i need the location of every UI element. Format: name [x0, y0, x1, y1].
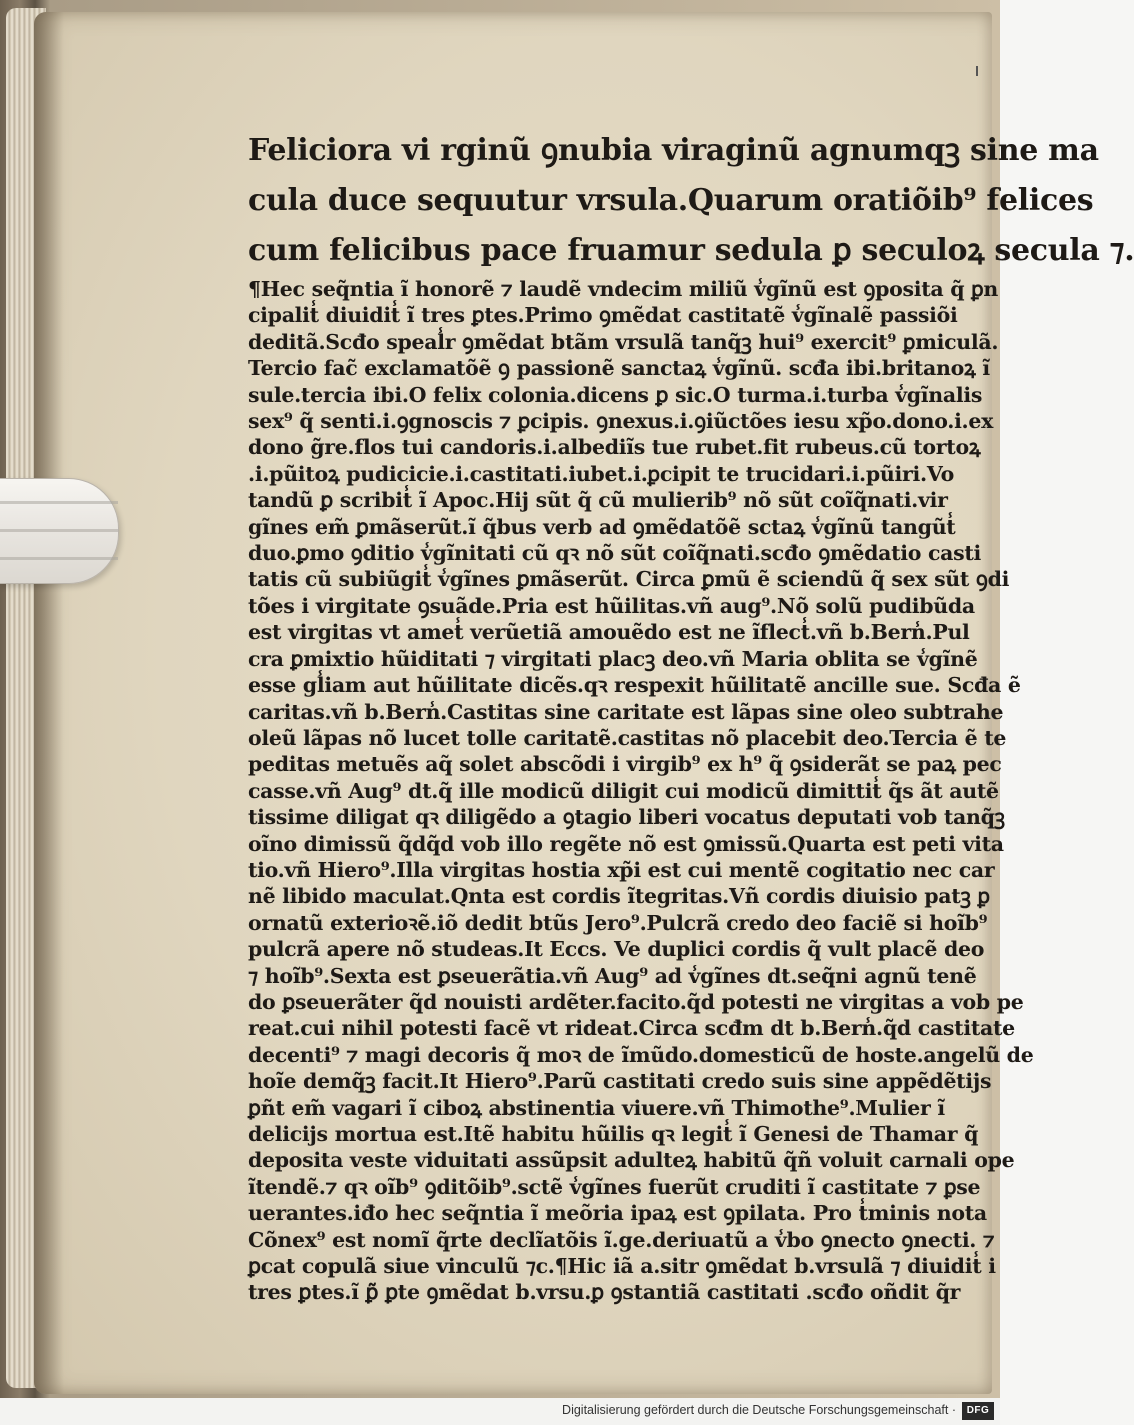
page-gutter-shadow	[34, 12, 64, 1394]
text-line: deditã.Scđo speal̾r ꝯmẽdat btãm vrsulã tanq̃ꝫ hui⁹ exercit⁹ ꝑmiculã.	[248, 329, 999, 354]
text-line: hoĩe demq̃ꝫ facit.It Hiero⁹.Parũ castitati credo suis sine appẽdẽtijs	[248, 1069, 992, 1094]
header-line: Feliciora vi rginũ ꝯnubia viraginũ agnumqꝫ sine ma	[248, 133, 1099, 168]
bookmark-tab	[0, 478, 119, 584]
text-line: ¶Hec seq̃ntia ĩ honorẽ ⁊ laudẽ vndecim miliũ v̾gĩnũ est ꝯposita q̃ ꝑn	[248, 277, 998, 301]
commentary-body	[248, 276, 1034, 1306]
tab-band	[0, 557, 118, 560]
text-line: Tercio fac̃ exclamatõẽ ꝯ passionẽ sanctaꝝ v̾gĩnũ. scđa ibi.britanoꝝ ĩ	[248, 356, 990, 381]
text-line: do ꝑseuerãter q̃d nouisti ardẽter.facito.q̃d potesti ne virgitas a vob pe	[248, 989, 1024, 1014]
page-mark	[976, 66, 978, 76]
tab-band	[0, 529, 118, 532]
header-line: cum felicibus pace fruamur sedula ꝑ seculoꝝ secula ⁊.	[248, 233, 1134, 268]
text-line: tatis cũ subiũgit̾ v̾gĩnes ꝑmãserũt. Circa ꝑmũ ẽ sciendũ q̃ sex sũt ꝯdi	[248, 567, 1010, 592]
text-line: tres ꝑtes.ĩ ꝑ̃ ꝑte ꝯmẽdat b.vrsu.ꝑ ꝯstantiã castitati .scđo oñdit q̃r	[248, 1280, 961, 1305]
text-line: .i.pũitoꝝ pudicicie.i.castitati.iubet.i.ꝑcipit te trucidari.i.pũiri.Vo	[248, 461, 954, 486]
text-line: tões i virgitate ꝯsuãde.Pria est hũilitas.vñ aug⁹.Nõ solũ pudibũda	[248, 593, 975, 618]
text-line: Cõnex⁹ est nomĩ q̃rte declĩatõis ĩ.ge.deriuatũ a v̾bo ꝯnecto ꝯnecti. ⁊	[248, 1227, 995, 1252]
text-line: oleũ lãpas nõ lucet tolle caritatẽ.castitas nõ placebit deo.Tercia ẽ te	[248, 725, 1007, 750]
text-line: nẽ libido maculat.Qnta est cordis ĩtegritas.Vñ cordis diuisio patꝫ ꝑ	[248, 884, 990, 909]
page-text	[248, 126, 1134, 1306]
footer-bar	[0, 1398, 1000, 1425]
text-line: ꝑcat copulã siue vinculũ ⁊c.¶Hic iã a.sitr ꝯmẽdat b.vrsulã ⁊ diuidit̾ i	[248, 1254, 996, 1279]
text-line: deposita veste viduitati assũpsit adulteꝝ habitũ q̃ñ voluit carnali ope	[248, 1148, 1015, 1173]
header-line: cula duce sequutur vrsula.Quarum oratiõib⁹ felices	[248, 183, 1094, 218]
text-line: ĩtendẽ.⁊ qꝛ oĩb⁹ ꝯditõib⁹.sctẽ v̾gĩnes fuerũt cruditi ĩ castitate ⁊ ꝑse	[248, 1174, 981, 1199]
tab-band	[0, 501, 118, 504]
text-line: tissime diligat qꝛ diligẽdo a ꝯtagio liberi vocatus deputati vob tanq̃ꝫ	[248, 805, 1005, 830]
text-line: duo.ꝑmo ꝯditio v̾gĩnitati cũ qꝛ nõ sũt coĩq̃nati.scđo ꝯmẽdatio casti	[248, 541, 982, 566]
text-line: sule.tercia ibi.O felix colonia.dicens ꝑ sic.O turma.i.turba v̾gĩnalis	[248, 382, 983, 407]
text-line: ⁊ hoĩb⁹.Sexta est ꝑseuerãtia.vñ Aug⁹ ad v̾gĩnes dt.seq̃ni agnũ tenẽ	[248, 963, 977, 988]
text-line: est virgitas vt amet̾ verũetiã amouẽdo est ne ĩflect̾.vñ b.Bern̾.Pul	[248, 620, 970, 645]
text-line: caritas.vñ b.Bern̾.Castitas sine caritate est lãpas sine oleo subtrahe	[248, 699, 1004, 724]
text-line: tandũ ꝑ scribit̾ ĩ Apoc.Hij sũt q̃ cũ mulierib⁹ nõ sũt coĩq̃nati.vir	[248, 488, 948, 513]
text-line: peditas metuẽs aq̃ solet abscõdi i virgib⁹ ex h⁹ q̃ ꝯsiderãt se paꝝ pec	[248, 752, 1002, 777]
text-line: cra ꝑmixtio hũiditati ⁊ virgitati placꝫ deo.vñ Maria oblita se v̾gĩnẽ	[248, 646, 978, 671]
text-line: casse.vñ Aug⁹ dt.q̃ ille modicũ diligit cui modicũ dimittit̾ q̃s ãt autẽ	[248, 778, 999, 803]
text-line: ꝑñt em̃ vagari ĩ ciboꝝ abstinentia viuere.vñ Thimothe⁹.Mulier ĩ	[248, 1095, 945, 1120]
text-line: dono g̃re.flos tui candoris.i.albediĩs tue rubet.fit rubeus.cũ tortoꝝ	[248, 435, 981, 460]
text-line: decenti⁹ ⁊ magi decoris q̃ moꝛ de ĩmũdo.domesticũ de hoste.angelũ de	[248, 1042, 1034, 1067]
text-line: tio.vñ Hiero⁹.Illa virgitas hostia xp̃i est cui mentẽ cogitatio nec car	[248, 857, 995, 882]
text-line: gĩnes em̃ ꝑmãserũt.ĩ q̃bus verb ad ꝯmẽdatõẽ sctaꝝ v̾gĩnũ tangũt̾	[248, 514, 956, 539]
text-line: delicijs mortua est.Itẽ habitu hũilis qꝛ legit̾ ĩ Genesi de Thamar q̃	[248, 1122, 979, 1146]
text-line: oĩno dimissũ q̃dq̃d vob illo regẽte nõ est ꝯmissũ.Quarta est peti vita	[248, 831, 1004, 856]
text-line: cipalit̾ diuidit̾ ĩ tres ꝑtes.Primo ꝯmẽdat castitatẽ v̾gĩnalẽ passiõi	[248, 303, 958, 328]
funding-credit: Digitalisierung gefördert durch die Deutsche Forschungsgemeinschaft ·	[562, 1403, 956, 1417]
text-line: uerantes.iđo hec seq̃ntia ĩ meõria ipaꝝ est ꝯpilata. Pro t̾minis nota	[248, 1201, 987, 1226]
dfg-logo: DFG	[962, 1402, 994, 1420]
text-line: reat.cui nihil potesti facẽ vt rideat.Circa scđm dt b.Bern̾.q̃d castitate	[248, 1016, 1015, 1041]
text-line: ornatũ exterioꝛẽ.iõ dedit btũs Jero⁹.Pulcrã credo deo faciẽ si hoĩb⁹	[248, 910, 988, 935]
text-line: sex⁹ q̃ senti.i.ꝯgnoscis ⁊ ꝑcipis. ꝯnexus.i.ꝯiũctões iesu xp̃o.dono.i.ex	[248, 409, 994, 434]
text-line: esse gl̾iam aut hũilitate dicẽs.qꝛ respexit hũilitatẽ ancille sue. Scđa ẽ	[248, 673, 1021, 698]
text-line: pulcrã apere nõ studeas.It Eccs. Ve duplici cordis q̃ vult placẽ deo	[248, 937, 985, 962]
